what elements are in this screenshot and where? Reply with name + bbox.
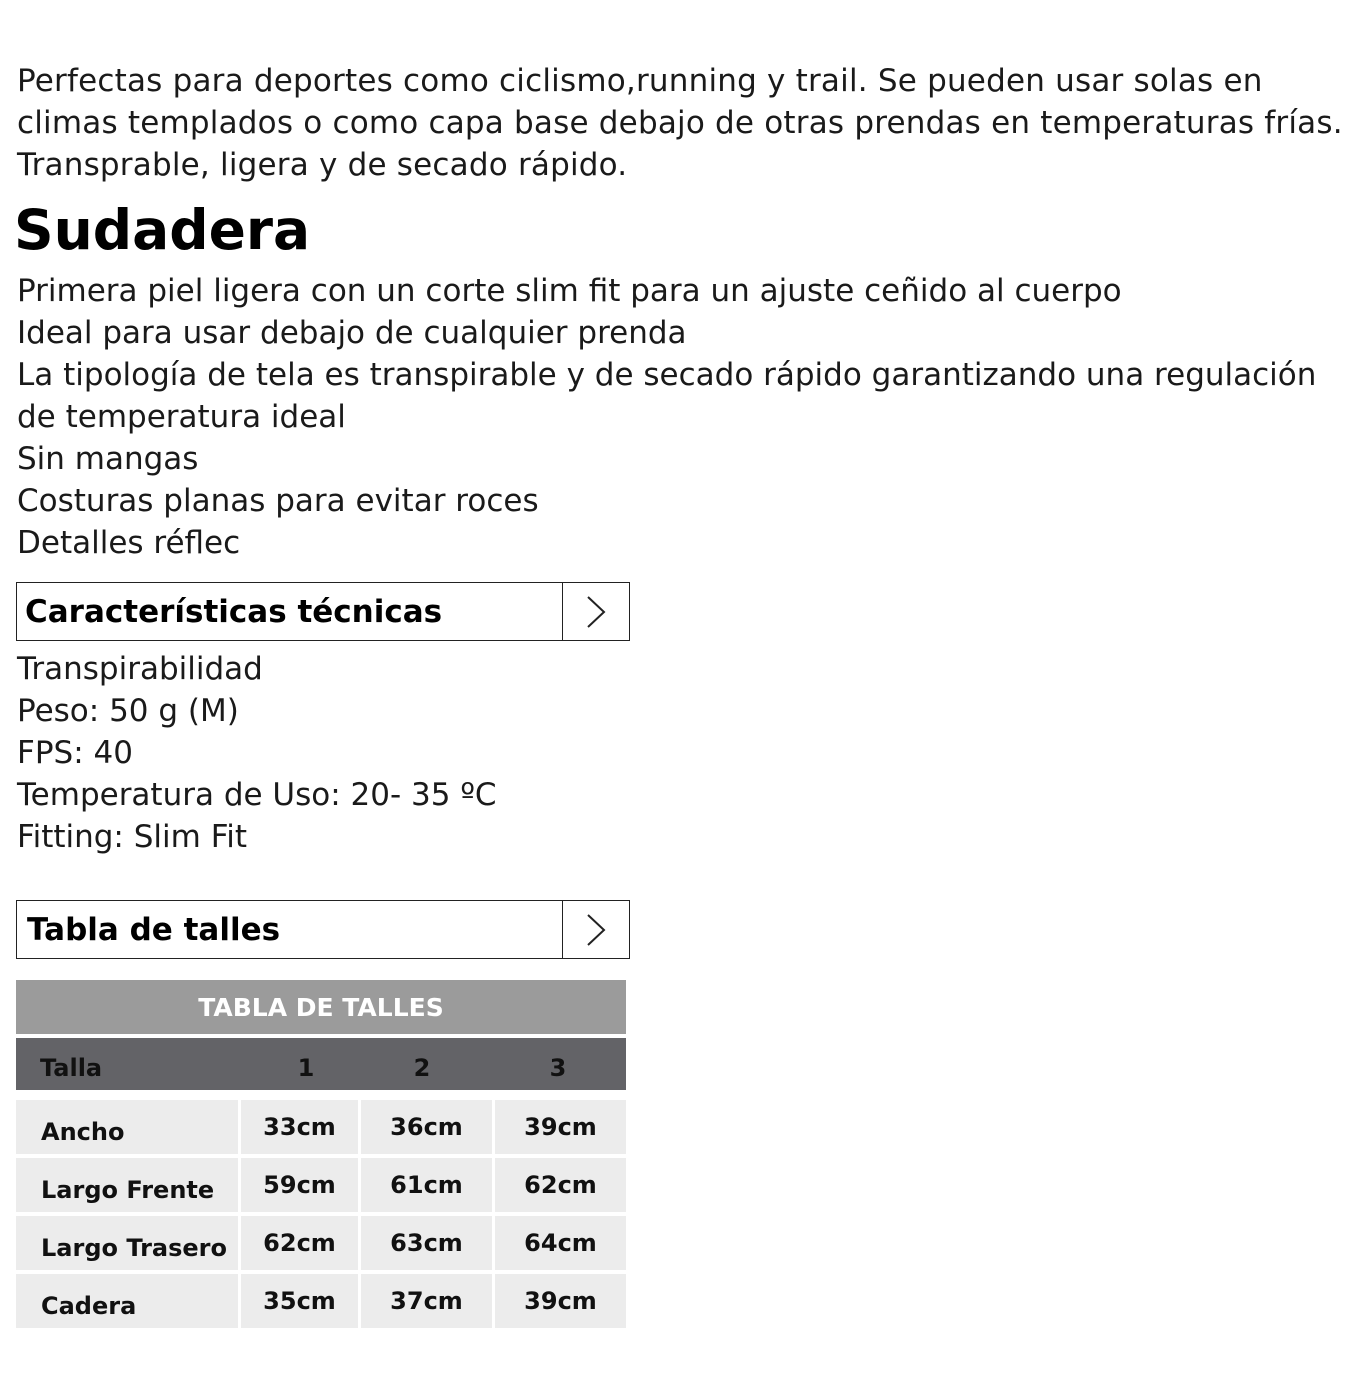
spec-item: Peso: 50 g (M) [17,693,239,729]
feature-item: Ideal para usar debajo de cualquier prenda [17,315,687,351]
chevron-right-icon [585,913,607,947]
header-size: 1 [297,1054,315,1082]
row-label: Ancho [41,1118,125,1146]
chevron-right-icon [585,595,607,629]
feature-item: Sin mangas [17,441,199,477]
size-table-title: TABLA DE TALLES [16,980,626,1034]
table-row [16,1158,626,1212]
table-cell: 62cm [492,1158,626,1212]
feature-item: Primera piel ligera con un corte slim fit para un ajuste ceñido al cuerpo [17,273,1122,309]
tech-specs-title: Características técnicas [25,593,443,630]
spec-item: Transpirabilidad [17,651,263,687]
size-table-body [16,1100,626,1328]
row-label: Largo Trasero [41,1234,227,1262]
spec-item: Fitting: Slim Fit [17,819,248,855]
size-chart-title: Tabla de talles [27,911,281,948]
size-chart-expand-button[interactable] [562,901,629,958]
spec-item: Temperatura de Uso: 20- 35 ºC [17,777,497,813]
tech-specs-accordion[interactable] [16,582,630,641]
size-table-header [16,1038,626,1090]
table-cell: 33cm [238,1100,358,1154]
table-row [16,1216,626,1270]
header-size: 3 [549,1054,567,1082]
header-label: Talla [40,1054,103,1082]
spec-item: FPS: 40 [17,735,133,771]
feature-item: Costuras planas para evitar roces [17,483,539,519]
feature-item: de temperatura ideal [17,399,346,435]
size-chart-accordion[interactable] [16,900,630,959]
table-cell: 63cm [358,1216,492,1270]
intro-line: Transprable, ligera y de secado rápido. [17,147,628,183]
row-label: Largo Frente [41,1176,215,1204]
table-cell: 37cm [358,1274,492,1328]
tech-specs-expand-button[interactable] [562,583,629,640]
table-cell: 39cm [492,1274,626,1328]
table-cell: 36cm [358,1100,492,1154]
header-size: 2 [413,1054,431,1082]
feature-item: La tipología de tela es transpirable y de secado rápido garantizando una regulación [17,357,1317,393]
intro-description [17,60,1362,186]
row-label: Cadera [41,1292,137,1320]
table-row [16,1274,626,1328]
spec-list [17,648,497,858]
table-cell: 35cm [238,1274,358,1328]
feature-item: Detalles réflec [17,525,241,561]
table-cell: 59cm [238,1158,358,1212]
table-row [16,1100,626,1154]
table-cell: 39cm [492,1100,626,1154]
intro-line: Perfectas para deportes como ciclismo,running y trail. Se pueden usar solas en [17,63,1263,99]
table-cell: 62cm [238,1216,358,1270]
table-cell: 64cm [492,1216,626,1270]
table-cell: 61cm [358,1158,492,1212]
size-table [16,980,626,1332]
feature-list [17,270,1316,564]
intro-line: climas templados o como capa base debajo de otras prendas en temperaturas frías. [17,105,1343,141]
product-title: Sudadera [14,198,311,262]
